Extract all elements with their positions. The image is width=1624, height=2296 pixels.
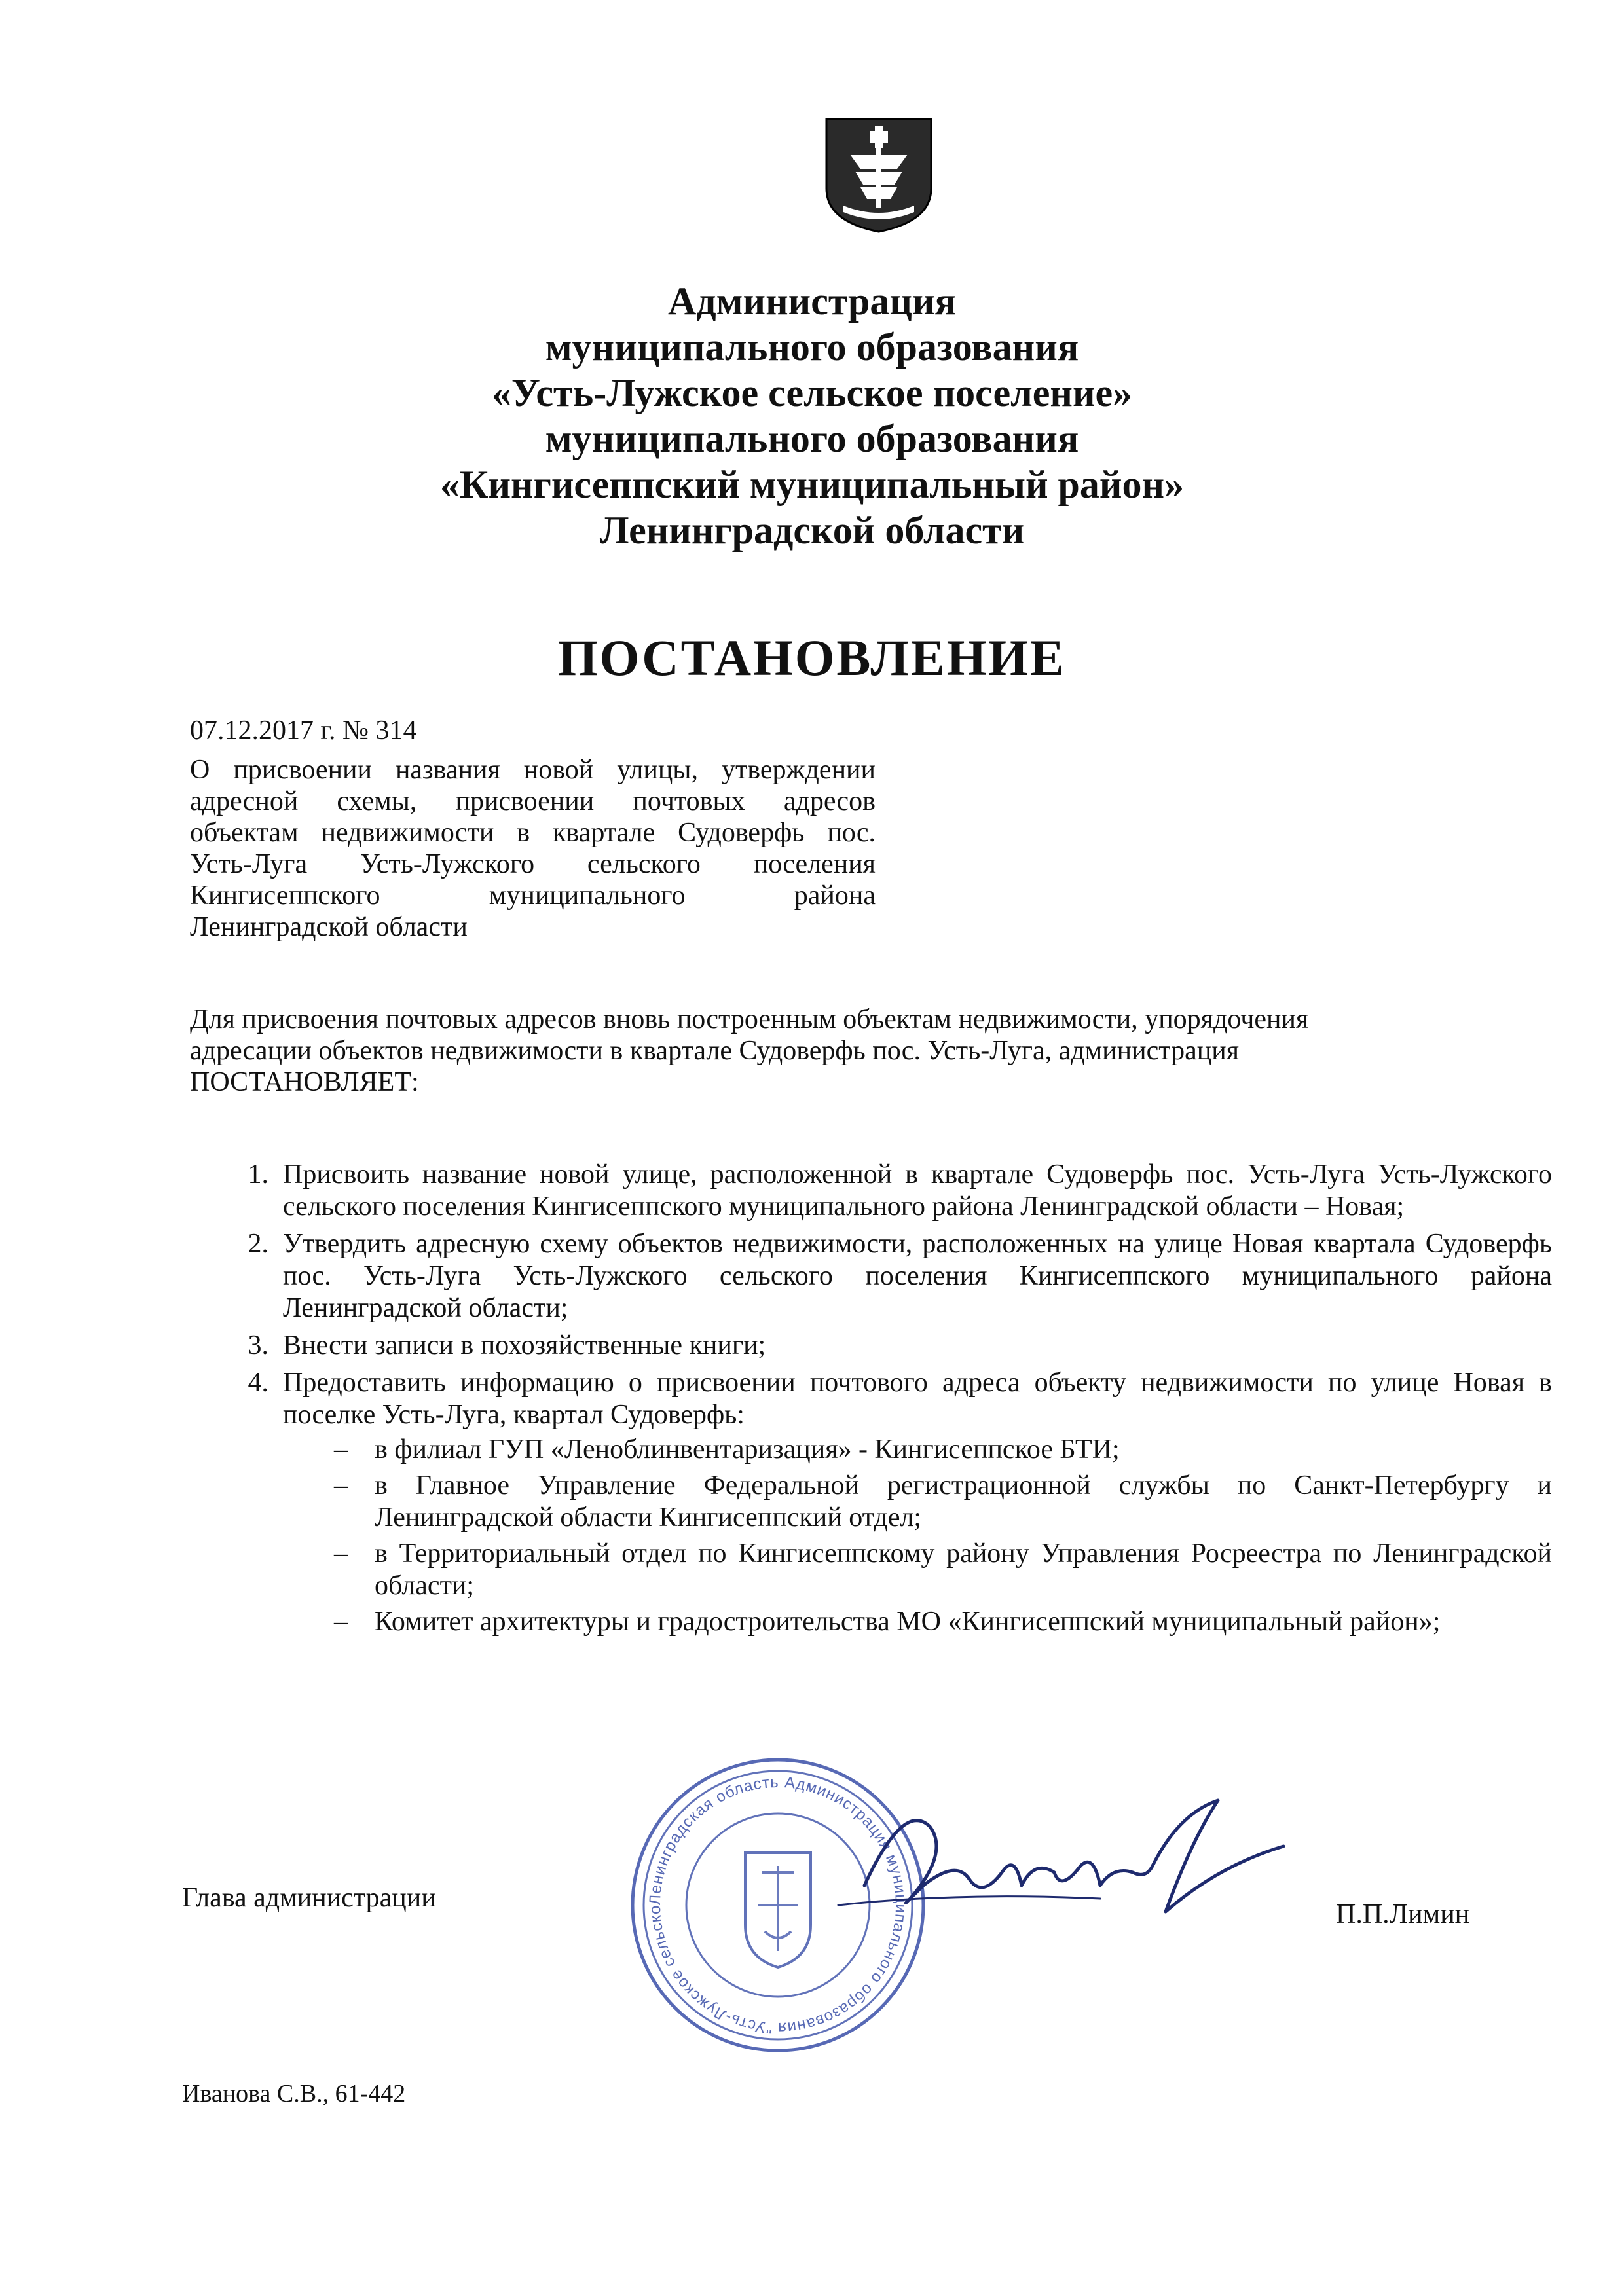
header-line: «Усть-Лужское сельское поселение»	[491, 371, 1133, 414]
intro-line: ПОСТАНОВЛЯЕТ:	[190, 1067, 419, 1097]
coat-of-arms-emblem	[824, 117, 934, 233]
dash-bullet: –	[334, 1470, 348, 1501]
subject-line: Кингисеппского муниципального района	[190, 881, 876, 911]
subject-block	[190, 754, 876, 943]
recipient-item	[283, 1538, 1552, 1602]
item-number: 3.	[248, 1330, 268, 1360]
signatory-name: П.П.Лимин	[1336, 1899, 1470, 1929]
item-text: Присвоить название новой улице, расположенной в квартале Судоверфь пос. Усть-Луга Усть-Лужского сельского поселения Кингисеппского муниципального района Ленинградской области – Новая;	[283, 1159, 1552, 1222]
signatory-position: Глава администрации	[182, 1883, 436, 1913]
authority-header	[0, 278, 1624, 553]
recipient-item	[283, 1434, 1552, 1466]
intro-line: адресации объектов недвижимости в квартале Судоверфь пос. Усть-Луга, администрация	[190, 1036, 1240, 1066]
item-text: Утвердить адресную схему объектов недвижимости, расположенных на улице Новая квартала Судоверфь пос. Усть-Луга Усть-Лужского сельского поселения Кингисеппского муниципального района Ленинградской области;	[283, 1229, 1552, 1323]
list-item	[229, 1228, 1552, 1324]
handwritten-signature	[825, 1787, 1310, 1938]
executor-contact: Иванова С.В., 61-442	[182, 2080, 406, 2107]
header-line: Ленинградской области	[599, 509, 1025, 552]
recipient-text: Комитет архитектуры и градостроительства МО «Кингисеппский муниципальный район»;	[375, 1607, 1441, 1637]
subject-line: объектам недвижимости в квартале Судоверфь пос.	[190, 818, 876, 848]
item-number: 4.	[248, 1368, 268, 1398]
header-line: муниципального образования	[545, 325, 1079, 369]
recipient-text: в Главное Управление Федеральной регистрационной службы по Санкт-Петербургу и Ленинградской области Кингисеппский отдел;	[375, 1470, 1552, 1533]
recipient-item	[283, 1470, 1552, 1534]
list-item	[229, 1159, 1552, 1223]
list-item	[229, 1330, 1552, 1362]
svg-text:Ленинградская область Админи: Ленинградская область Администрация муниципального образования "Усть-Лужское сельско	[646, 1773, 910, 2037]
date-number: 07.12.2017 г. № 314	[190, 716, 417, 746]
header-line: Администрация	[667, 280, 957, 323]
dash-bullet: –	[334, 1539, 348, 1569]
dash-bullet: –	[334, 1607, 348, 1637]
recipient-item	[283, 1606, 1552, 1638]
header-line: муниципального образования	[545, 417, 1079, 460]
document-title: ПОСТАНОВЛЕНИЕ	[557, 629, 1066, 686]
dash-bullet: –	[334, 1434, 348, 1465]
item-number: 2.	[248, 1229, 268, 1259]
list-item	[229, 1367, 1552, 1638]
subject-line: Ленинградской области	[190, 912, 468, 942]
intro-paragraph	[190, 1004, 1552, 1098]
coat-of-arms-icon	[824, 117, 934, 233]
intro-line: Для присвоения почтовых адресов вновь построенным объектам недвижимости, упорядочения	[190, 1004, 1309, 1034]
header-line: «Кингисеппский муниципальный район»	[439, 463, 1185, 506]
recipient-list	[283, 1434, 1552, 1638]
subject-line: О присвоении названия новой улицы, утверждении	[190, 755, 876, 785]
item-text: Внести записи в похозяйственные книги;	[283, 1330, 766, 1360]
item-number: 1.	[248, 1159, 268, 1190]
signature-icon	[825, 1787, 1310, 1938]
subject-line: адресной схемы, присвоении почтовых адресов	[190, 786, 876, 816]
subject-line: Усть-Луга Усть-Лужского сельского поселения	[190, 849, 876, 879]
item-text: Предоставить информацию о присвоении почтового адреса объекту недвижимости по улице Новая в поселке Усть-Луга, квартал Судоверфь:	[283, 1368, 1552, 1430]
resolution-list	[229, 1159, 1552, 1643]
recipient-text: в Территориальный отдел по Кингисеппскому району Управления Росреестра по Ленинградской области;	[375, 1539, 1552, 1601]
recipient-text: в филиал ГУП «Леноблинвентаризация» - Кингисеппское БТИ;	[375, 1434, 1120, 1465]
